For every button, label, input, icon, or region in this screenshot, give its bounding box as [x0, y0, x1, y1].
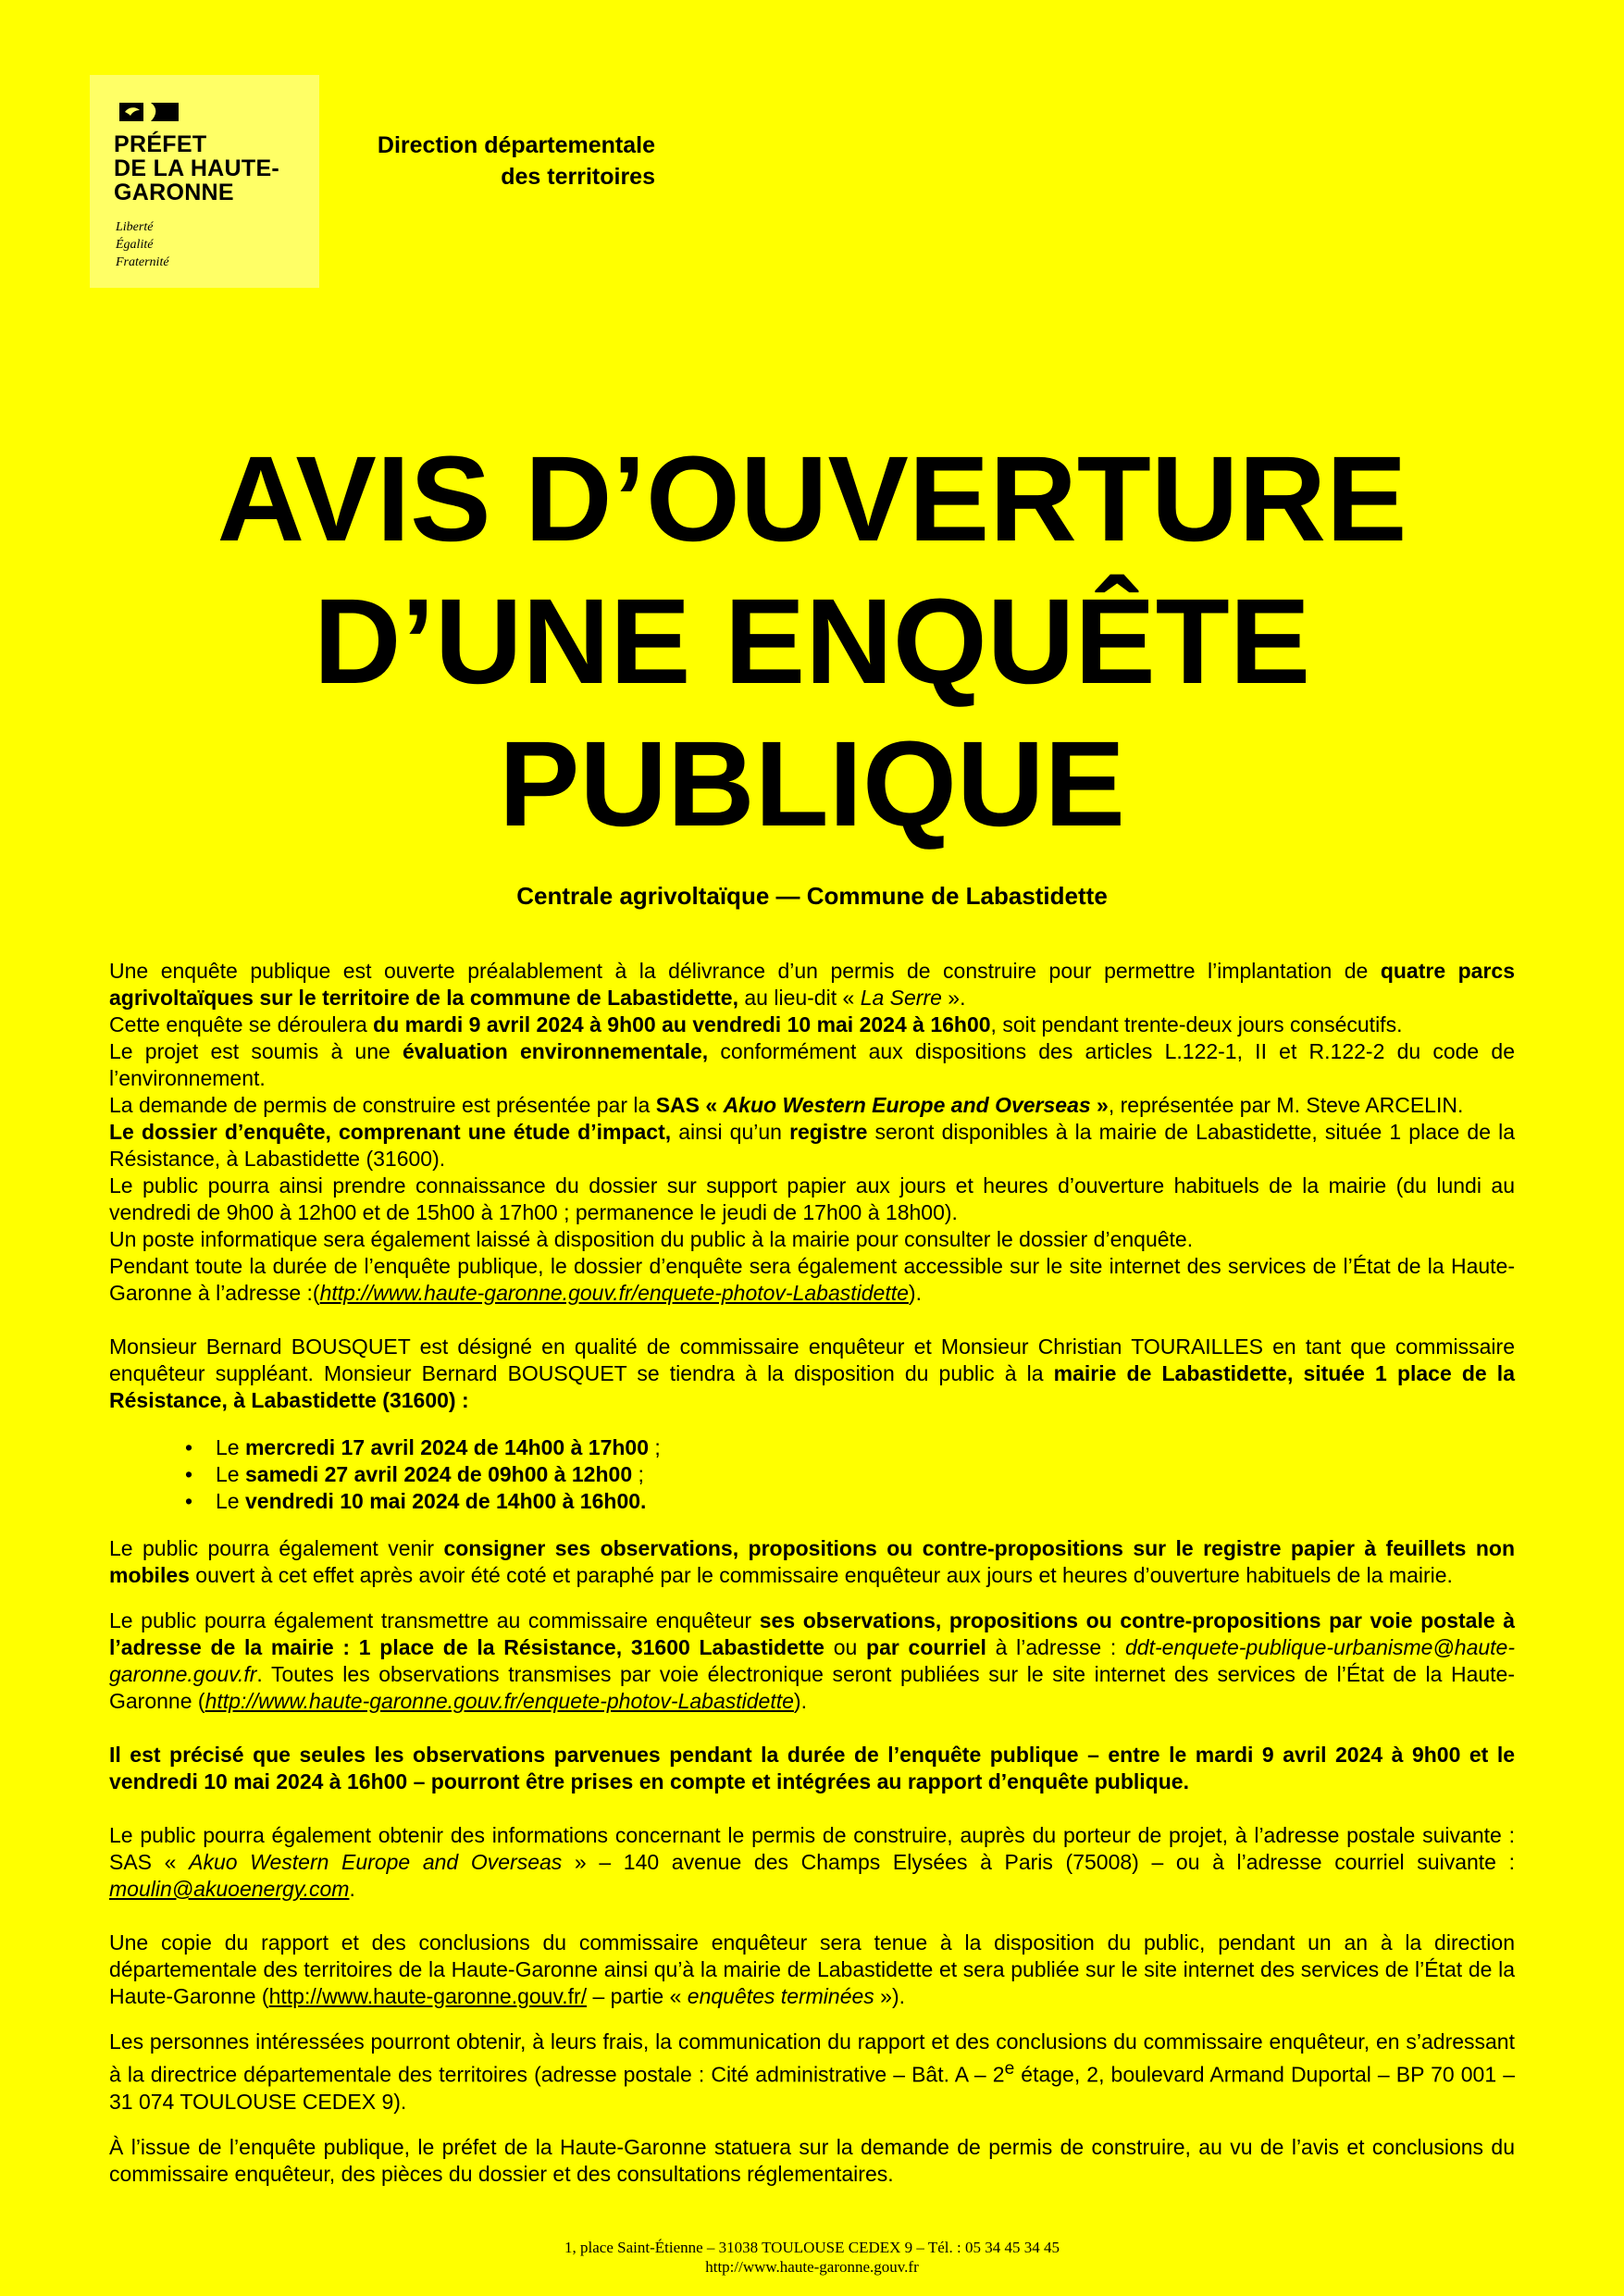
text: Une enquête publique est ouverte préalablement à la délivrance d’un permis de construire pour permettre l’implantation de: [109, 959, 1381, 983]
text: La demande de permis de construire est présentée par la: [109, 1093, 656, 1117]
bold-text: mairie de Labastidette, située 1 place de la Résistance, à Labastidette (31600) :: [109, 1361, 1515, 1412]
link-text: moulin@akuoenergy.com: [109, 1877, 350, 1901]
akuo-email-link[interactable]: [109, 1877, 349, 1901]
applicant-paragraph: [109, 1092, 1515, 1119]
communication-paragraph: [109, 2029, 1515, 2116]
dossier-paragraph: [109, 1119, 1515, 1173]
commissioner-paragraph: [109, 1334, 1515, 1414]
marianne-flag-icon: [116, 99, 182, 125]
text: Le: [216, 1489, 245, 1513]
text: , soit pendant trente-deux jours consécutifs.: [990, 1012, 1403, 1036]
department-line: des territoires: [501, 164, 655, 190]
logo-motto-line: Liberté: [116, 220, 154, 234]
logo-motto-line: Fraternité: [116, 255, 169, 269]
text: Le projet est soumis à une: [109, 1039, 403, 1063]
dates-paragraph: [109, 1011, 1515, 1038]
session-list: [109, 1434, 1515, 1515]
text: ouvert à cet effet après avoir été coté et paraphé par le commissaire enquêteur aux jours et heures d’ouverture habituels de la mairie.: [189, 1563, 1453, 1587]
logo-title-line: PRÉFET: [114, 131, 207, 157]
logo-motto-line: Égalité: [116, 238, 154, 252]
bold-text: quatre parcs agrivoltaïques sur le territoire de la commune de Labastidette,: [109, 959, 1515, 1010]
text: ).: [908, 1281, 922, 1305]
page-title: [0, 428, 1624, 855]
italic-text: enquêtes terminées: [687, 1984, 874, 2008]
dossier-link[interactable]: http://www.haute-garonne.gouv.fr/enquete-photov-Labastidette: [319, 1281, 909, 1305]
text: , représentée par M. Steve ARCELIN.: [1108, 1093, 1464, 1117]
department-name: [315, 130, 655, 192]
computer-paragraph: Un poste informatique sera également laissé à disposition du public à la mairie pour consulter le dossier d’enquête.: [109, 1227, 1194, 1251]
register-paragraph: [109, 1535, 1515, 1589]
text: Monsieur Bernard BOUSQUET est désigné en qualité de commissaire enquêteur et Monsieur Christian TOURAILLES en tant que commissaire enquêteur suppléant. Monsieur Bernard BOUSQUET se tiendra à la disposition du public à la: [109, 1334, 1515, 1385]
text: Le public pourra également transmettre au commissaire enquêteur: [109, 1608, 760, 1632]
list-item: [185, 1488, 1515, 1515]
bold-text: vendredi 10 mai 2024 de 14h00 à 16h00.: [244, 1489, 647, 1513]
text: ;: [649, 1435, 661, 1459]
text: ainsi qu’un: [671, 1120, 790, 1144]
text: ou: [824, 1635, 867, 1659]
observations-link[interactable]: [205, 1689, 794, 1713]
text: ».: [941, 986, 966, 1010]
bold-text: du mardi 9 avril 2024 à 9h00 au vendredi 10 mai 2024 à 16h00: [373, 1012, 991, 1036]
title-line: PUBLIQUE: [499, 715, 1125, 851]
title-line: AVIS D’OUVERTURE: [217, 430, 1407, 566]
text: Pendant toute la durée de l’enquête publique, le dossier d’enquête sera également accessible sur le site internet des services de l’État de la Haute-Garonne à l’adresse :(: [109, 1254, 1515, 1305]
footer-address: 1, place Saint-Étienne – 31038 TOULOUSE CEDEX 9 – Tél. : 05 34 45 34 45: [564, 2239, 1060, 2256]
bold-text: [656, 1093, 1109, 1117]
text: Le public pourra également venir: [109, 1536, 444, 1560]
bold-text: Il est précisé que seules les observations parvenues pendant la durée de l’enquête publique – entre le mardi 9 avril 2024 à 9h00 et le vendredi 10 mai 2024 à 16h00 – pourront être prises en compte et intégrées au rapport d’enquête publique.: [109, 1743, 1515, 1793]
title-line: D’UNE ENQUÊTE: [313, 573, 1311, 709]
bold-text: par courriel: [866, 1635, 986, 1659]
text: ).: [793, 1689, 807, 1713]
text: .: [349, 1877, 355, 1901]
text: Cette enquête se déroulera: [109, 1012, 374, 1036]
project-info-paragraph: [109, 1822, 1515, 1903]
list-item: [185, 1461, 1515, 1488]
text: Le: [216, 1462, 245, 1486]
deadline-paragraph: [109, 1742, 1515, 1795]
bold-text: ses observations, propositions ou contre-propositions par voie postale à l’adresse de la mairie : 1 place de la Résistance, 31600 Labastidette: [109, 1608, 1515, 1659]
email-address: ddt-enquete-publique-urbanisme@haute-garonne.gouv.fr: [109, 1635, 1515, 1686]
text: . Toutes les observations transmises par voie électronique seront publiées sur le site internet des services de l’État de la Haute-Garonne (: [109, 1662, 1515, 1713]
text: SAS «: [655, 1093, 724, 1117]
footer: [0, 2238, 1624, 2277]
online-paragraph: [109, 1253, 1515, 1307]
text: au lieu-dit «: [738, 986, 861, 1010]
notice-body: [109, 958, 1515, 2188]
bold-text: samedi 27 avril 2024 de 09h00 à 12h00: [244, 1462, 633, 1486]
text: à l’adresse :: [986, 1635, 1125, 1659]
postal-paragraph: [109, 1607, 1515, 1715]
footer-website: http://www.haute-garonne.gouv.fr: [705, 2258, 919, 2276]
department-line: Direction départementale: [377, 132, 655, 158]
text: Le public pourra également obtenir des informations concernant le permis de construire, auprès du porteur de projet, à l’adresse postale suivante : SAS «: [109, 1823, 1515, 1874]
italic-text: La Serre: [860, 986, 942, 1010]
bold-text: registre: [789, 1120, 868, 1144]
intro-paragraph: [109, 958, 1515, 1011]
link-text: http://www.haute-garonne.gouv.fr/enquete-photov-Labastidette: [205, 1689, 794, 1713]
subtitle: Centrale agrivoltaïque — Commune de Labastidette: [516, 882, 1108, 910]
bold-text: Le dossier d’enquête, comprenant une étude d’impact,: [109, 1120, 672, 1144]
italic-text: Akuo Western Europe and Overseas: [189, 1850, 563, 1874]
text: Le: [216, 1435, 245, 1459]
bold-text: consigner ses observations, propositions ou contre-propositions sur le registre papier à feuillets non mobiles: [109, 1536, 1516, 1587]
text: » – 140 avenue des Champs Elysées à Paris (75008) – ou à l’adresse courriel suivante :: [562, 1850, 1515, 1874]
prefecture-link[interactable]: http://www.haute-garonne.gouv.fr/: [268, 1984, 588, 2008]
conclusion-paragraph: À l’issue de l’enquête publique, le préfet de la Haute-Garonne statuera sur la demande de permis de construire, au vu de l’avis et conclusions du commissaire enquêteur, des pièces du dossier et des consultations réglementaires.: [109, 2134, 1515, 2186]
text: »: [1090, 1093, 1109, 1117]
text: »).: [874, 1984, 906, 2008]
superscript: e: [1004, 2059, 1015, 2079]
text: Une copie du rapport et des conclusions du commissaire enquêteur sera tenue à la disposition du public, pendant un an à la direction départementale des territoires de la Haute-Garonne ainsi qu’à la mairie de Labastidette et sera publiée sur le site internet des services de l’État de la Haute-Garonne (: [109, 1930, 1515, 2008]
evaluation-paragraph: [109, 1038, 1515, 1092]
text: Les personnes intéressées pourront obtenir, à leurs frais, la communication du rapport et des conclusions du commissaire enquêteur, en s’adressant à la directrice départementale des territoires (adresse postale : Cité administrative – Bât. A – 2: [109, 2029, 1515, 2087]
bullet-icon: •: [185, 1489, 193, 1513]
logo-motto: [116, 218, 169, 271]
text: – partie «: [587, 1984, 688, 2008]
logo-title: [114, 132, 279, 205]
bold-text: évaluation environnementale,: [403, 1039, 709, 1063]
text: ;: [632, 1462, 644, 1486]
logo-title-line: GARONNE: [114, 180, 234, 205]
text: étage, 2, boulevard Armand Duportal – BP 70 001 – 31 074 TOULOUSE CEDEX 9).: [109, 2062, 1515, 2114]
report-paragraph: [109, 1930, 1515, 2010]
prefecture-logo: [90, 75, 319, 288]
logo-title-line: DE LA HAUTE-: [114, 155, 280, 181]
bullet-icon: •: [185, 1435, 193, 1459]
bold-text: mercredi 17 avril 2024 de 14h00 à 17h00: [244, 1435, 650, 1459]
text: seront disponibles à la mairie de Labastidette, située 1 place de la Résistance, à Labastidette (31600).: [109, 1120, 1515, 1171]
bullet-icon: •: [185, 1462, 193, 1486]
italic-text: Akuo Western Europe and Overseas: [723, 1093, 1091, 1117]
consultation-paragraph: Le public pourra ainsi prendre connaissance du dossier sur support papier aux jours et heures d’ouverture habituels de la mairie (du lundi au vendredi de 9h00 à 12h00 et de 15h00 à 17h00 ; permanence le jeudi de 17h00 à 18h00).: [109, 1173, 1515, 1224]
list-item: [185, 1434, 1515, 1461]
text: conformément aux dispositions des articles L.122-1, II et R.122-2 du code de l’environnement.: [109, 1039, 1516, 1090]
